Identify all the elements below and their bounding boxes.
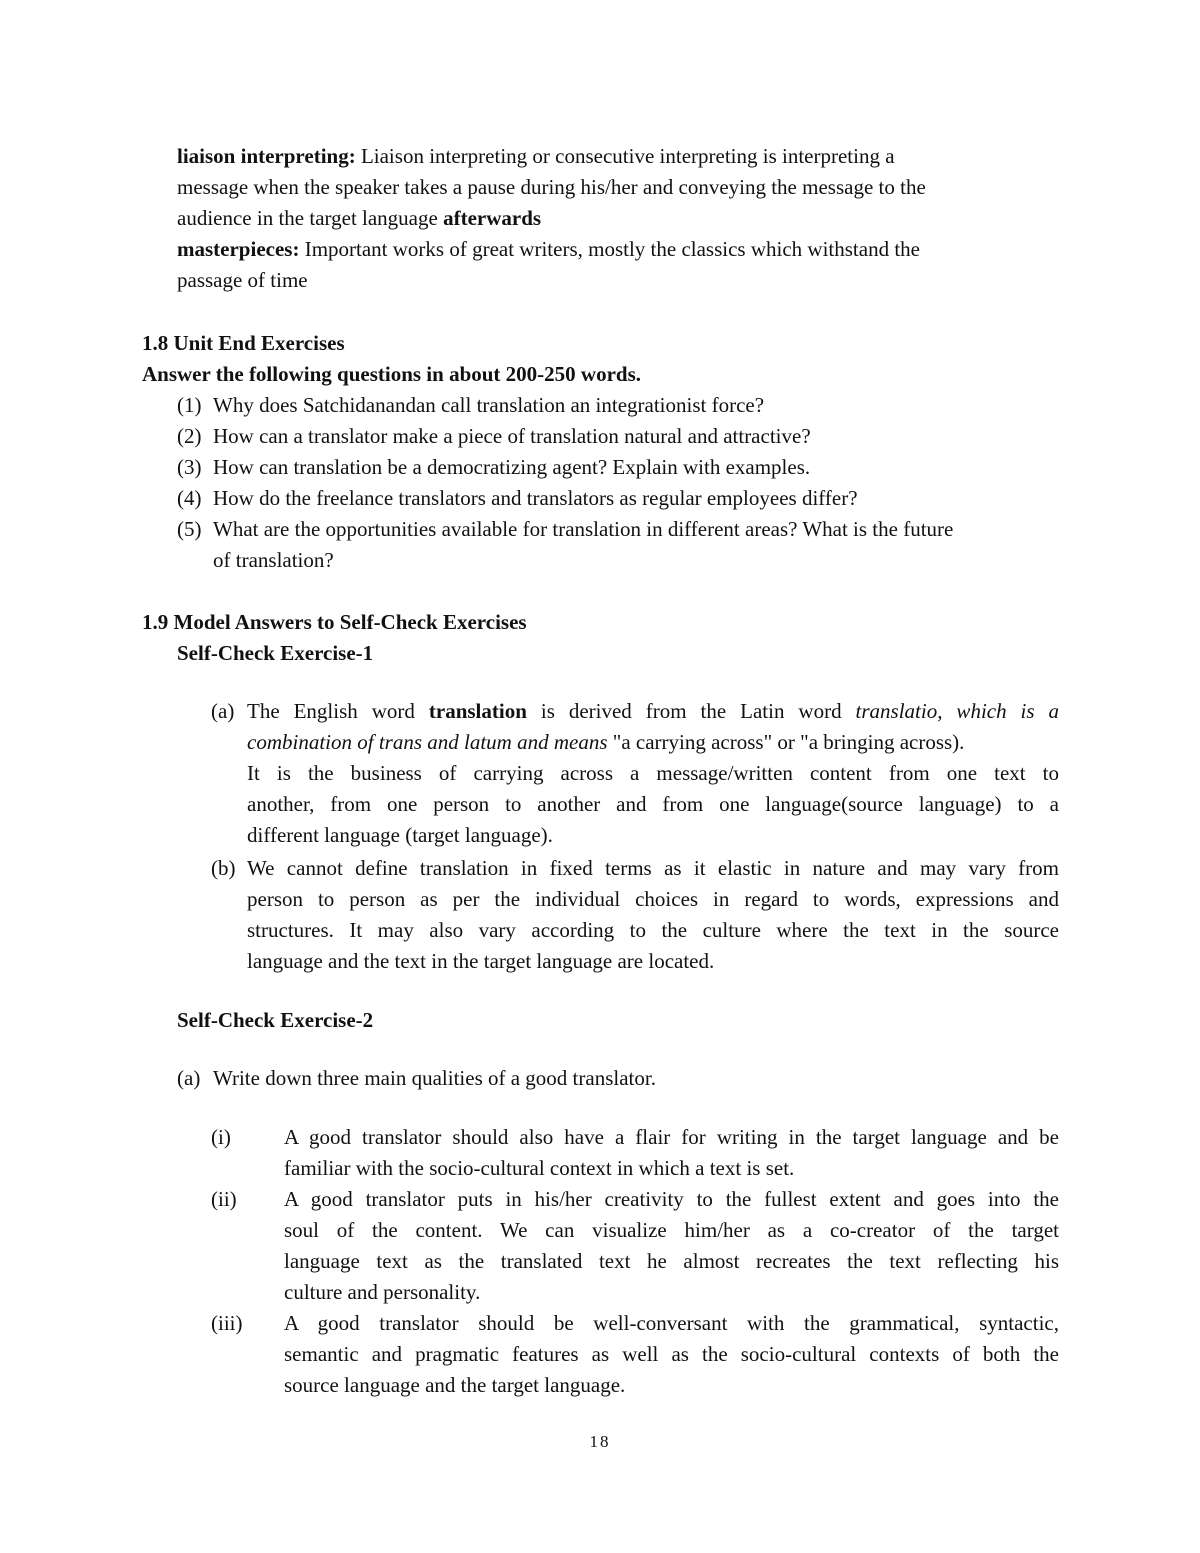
question-text: What are the opportunities available for translation in different areas? What is the future <box>213 517 954 541</box>
unit-end-instruction: Answer the following questions in about 200-250 words. <box>142 362 642 386</box>
answer-a-text: The English word <box>247 699 415 723</box>
question-text: Why does Satchidanandan call translation an integrationist force? <box>213 393 765 417</box>
exercise-1-title: Self-Check Exercise-1 <box>177 641 374 665</box>
quality-number: (iii) <box>211 1311 243 1335</box>
answer-a-line-2 <box>247 727 964 758</box>
question-text: How do the freelance translators and translators as regular employees differ? <box>213 486 858 510</box>
glossary-masterpieces-line-2: passage of time <box>177 268 308 292</box>
answer-b-line-2: person to person as per the individual choices in regard to words, expressions and <box>247 887 1059 911</box>
answer-a-text: is derived from the Latin word <box>540 699 842 723</box>
question-text: How can translation be a democratizing agent? Explain with examples. <box>213 455 811 479</box>
glossary-liaison-line-2: message when the speaker takes a pause during his/her and conveying the message to the <box>177 175 926 199</box>
quality-line: language text as the translated text he almost recreates the text reflecting his <box>284 1249 1059 1273</box>
answer-label-a: (a) <box>211 699 235 723</box>
quality-line: soul of the content. We can visualize him/her as a co-creator of the target <box>284 1218 1059 1242</box>
quality-line: semantic and pragmatic features as well as the socio-cultural contexts of both the <box>284 1342 1059 1366</box>
answer-a-line-4: another, from one person to another and from one language(source language) to a <box>247 792 1059 816</box>
section-heading-model-answers: 1.9 Model Answers to Self-Check Exercises <box>142 610 527 634</box>
glossary-masterpieces-line-1 <box>177 234 920 265</box>
glossary-liaison-line-1 <box>177 141 895 172</box>
answer-a-etymology: combination of trans and latum and means <box>247 730 608 754</box>
section-heading-unit-end: 1.8 Unit End Exercises <box>142 331 345 355</box>
exercise-2-title: Self-Check Exercise-2 <box>177 1008 374 1032</box>
quality-number: (i) <box>211 1125 231 1149</box>
answer-a-text: "a carrying across" or "a bringing across). <box>612 730 965 754</box>
exercise-2-question: Write down three main qualities of a good translator. <box>213 1066 656 1090</box>
glossary-emphasis-afterwards: afterwards <box>443 206 542 230</box>
glossary-liaison-line-3 <box>177 203 541 234</box>
quality-line: culture and personality. <box>284 1280 481 1304</box>
glossary-term-masterpieces: masterpieces: <box>177 237 300 261</box>
exercise-2-question-label: (a) <box>177 1066 201 1090</box>
question-text-continued: of translation? <box>213 548 334 572</box>
answer-b-line-1: We cannot define translation in fixed terms as it elastic in nature and may vary from <box>247 856 1059 880</box>
quality-line: A good translator should be well-conversant with the grammatical, syntactic, <box>284 1311 1059 1335</box>
question-number: (3) <box>177 455 202 479</box>
quality-line: A good translator should also have a flair for writing in the target language and be <box>284 1125 1059 1149</box>
glossary-def-liaison-end: audience in the target language <box>177 206 438 230</box>
answer-label-b: (b) <box>211 856 236 880</box>
quality-line: A good translator puts in his/her creativity to the fullest extent and goes into the <box>284 1187 1059 1211</box>
answer-a-latin-term: translatio, which is a <box>855 699 1060 723</box>
answer-a-line-5: different language (target language). <box>247 823 553 847</box>
question-number: (4) <box>177 486 202 510</box>
question-text: How can a translator make a piece of translation natural and attractive? <box>213 424 811 448</box>
answer-a-line-1 <box>247 696 1059 727</box>
answer-b-line-4: language and the text in the target language are located. <box>247 949 715 973</box>
question-number: (1) <box>177 393 202 417</box>
glossary-def-masterpieces: Important works of great writers, mostly the classics which withstand the <box>304 237 920 261</box>
page-number: 18 <box>589 1432 611 1451</box>
answer-a-keyword-translation: translation <box>428 699 527 723</box>
glossary-term-liaison: liaison interpreting: <box>177 144 356 168</box>
quality-line: familiar with the socio-cultural context in which a text is set. <box>284 1156 795 1180</box>
glossary-def-liaison: Liaison interpreting or consecutive interpreting is interpreting a <box>360 144 895 168</box>
answer-a-line-3: It is the business of carrying across a message/written content from one text to <box>247 761 1059 785</box>
answer-b-line-3: structures. It may also vary according to the culture where the text in the source <box>247 918 1059 942</box>
quality-line: source language and the target language. <box>284 1373 626 1397</box>
quality-number: (ii) <box>211 1187 237 1211</box>
question-number: (2) <box>177 424 202 448</box>
question-number: (5) <box>177 517 202 541</box>
